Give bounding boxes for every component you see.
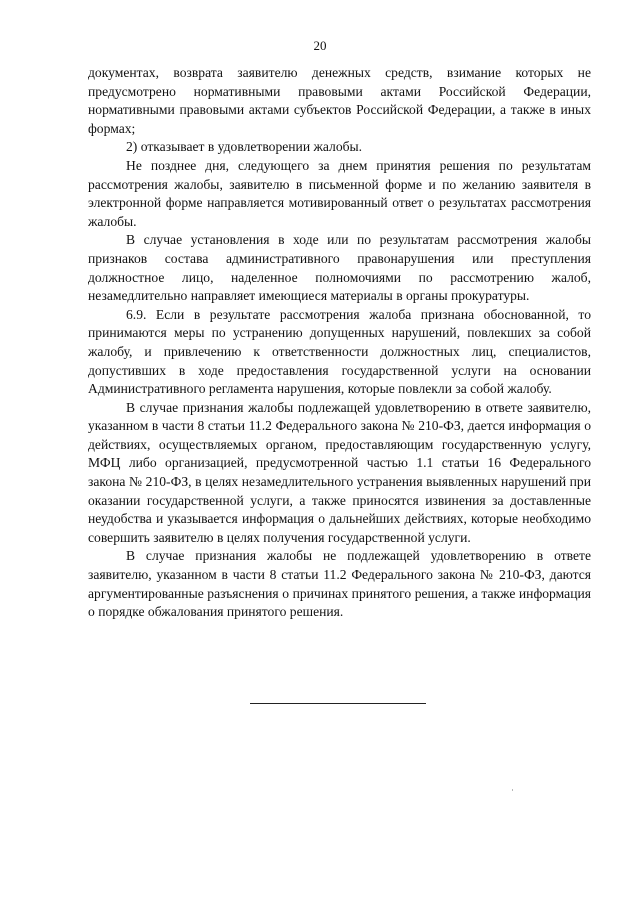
- paragraph-continuation: документах, возврата заявителю денежных средств, взимание которых не предусмотрено нормативными правовыми актами Российской Федерации, нормативными правовыми актами субъектов Российской Федерации, а также в иных формах;: [88, 65, 591, 136]
- page-number: 20: [313, 38, 327, 53]
- scan-speck: [512, 789, 513, 791]
- paragraph-refusal-item: 2) отказывает в удовлетворении жалобы.: [126, 139, 363, 155]
- paragraph-section-6-9: 6.9. Если в результате рассмотрения жалоба признана обоснованной, то принимаются меры по устранению допущенных нарушений, повлекших за собой жалобу, и привлечению к ответственности должностных лиц, специалистов, допустивших в ходе предоставления государственной услуги на основании Административного регламента нарушения, которые повлекли за собой жалобу.: [88, 306, 591, 397]
- document-body: [88, 64, 591, 622]
- end-separator-line: [250, 703, 426, 704]
- paragraph-complaint-rejected: В случае признания жалобы не подлежащей удовлетворению в ответе заявителю, указанном в части 8 статьи 11.2 Федерального закона № 210-ФЗ, даются аргументированные разъяснения о причинах принятого решения, а также информация о порядке обжалования принятого решения.: [88, 548, 591, 620]
- paragraph-complaint-upheld: В случае признания жалобы подлежащей удовлетворению в ответе заявителю, указанном в части 8 статьи 11.2 Федерального закона № 210-ФЗ, дается информация о действиях, осуществляемых органом, предоставляющим государственную услугу, МФЦ либо организацией, предусмотренной частью 1.1 статьи 16 Федерального закона № 210-ФЗ, в целях незамедлительного устранения выявленных нарушений при оказании государственной услуги, а также приносятся извинения за доставленные неудобства и указывается информация о дальнейших действиях, которые необходимо совершить заявителю в целях получения государственной услуги.: [88, 399, 591, 545]
- paragraph-response-deadline: Не позднее дня, следующего за днем принятия решения по результатам рассмотрения жалобы, заявителю в письменной форме и по желанию заявителя в электронной форме направляется мотивированный ответ о результатах рассмотрения жалобы.: [88, 157, 591, 229]
- paragraph-violation-referral: В случае установления в ходе или по результатам рассмотрения жалобы признаков состава административного правонарушения или преступления должностное лицо, наделенное полномочиями по рассмотрению жалоб, незамедлительно направляет имеющиеся материалы в органы прокуратуры.: [88, 232, 591, 304]
